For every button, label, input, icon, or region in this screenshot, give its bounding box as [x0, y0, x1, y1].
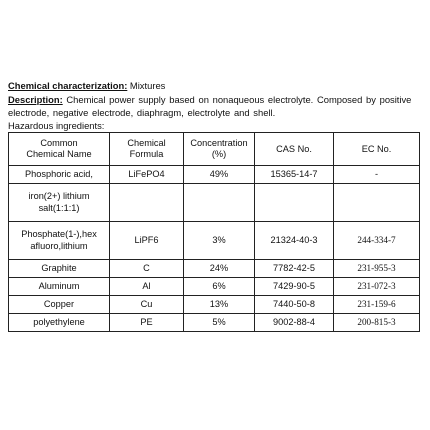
cell-formula: LiFePO4 [110, 166, 184, 184]
header-common-name [9, 133, 110, 166]
cell-formula: Al [110, 278, 184, 296]
table-row [9, 314, 420, 332]
header-concentration [184, 133, 255, 166]
cell-ec: 244-334-7 [334, 222, 420, 260]
cell-ec: 231-072-3 [334, 278, 420, 296]
cell-cas [255, 184, 334, 222]
document-section [8, 80, 426, 332]
header-ec: EC No. [334, 133, 420, 166]
cell-name-line: afluoro,lithium [30, 240, 88, 251]
table-row [9, 166, 420, 184]
table-row [9, 260, 420, 278]
cell-concentration: 49% [184, 166, 255, 184]
cell-name: Aluminum [9, 278, 110, 296]
header-text: (%) [211, 149, 227, 160]
header-cas: CAS No. [255, 133, 334, 166]
cell-formula: Cu [110, 296, 184, 314]
header-formula [110, 133, 184, 166]
cell-ec: - [334, 166, 420, 184]
header-text: Chemical Name [26, 149, 92, 160]
cell-cas: 15365-14-7 [255, 166, 334, 184]
characterization-label: Chemical characterization: [8, 80, 128, 91]
cell-cas: 7782-42-5 [255, 260, 334, 278]
cell-formula [110, 184, 184, 222]
cell-name: Copper [9, 296, 110, 314]
hazardous-heading: Hazardous ingredients: [8, 119, 105, 131]
cell-name: polyethylene [9, 314, 110, 332]
header-text: Concentration [190, 137, 248, 148]
description-label: Description: [8, 93, 63, 105]
cell-concentration [184, 184, 255, 222]
table-row [9, 278, 420, 296]
description-paragraph [8, 93, 426, 120]
characterization-line [8, 80, 426, 93]
cell-concentration: 13% [184, 296, 255, 314]
cell-formula: PE [110, 314, 184, 332]
cell-formula: C [110, 260, 184, 278]
cell-ec [334, 184, 420, 222]
description-text: Chemical power supply based on nonaqueous electrolyte. Composed by positive electrode, negative electrode, diaphragm, electrolyte and shell. [8, 93, 412, 119]
cell-concentration: 24% [184, 260, 255, 278]
table-row [9, 222, 420, 260]
cell-name-line: salt(1:1:1) [38, 202, 80, 213]
cell-cas: 21324-40-3 [255, 222, 334, 260]
header-text: Common [40, 137, 78, 148]
cell-ec: 231-955-3 [334, 260, 420, 278]
cell-name [9, 184, 110, 222]
cell-ec: 231-159-6 [334, 296, 420, 314]
cell-name-line: iron(2+) lithium [28, 191, 90, 202]
cell-name: Phosphoric acid, [9, 166, 110, 184]
header-text: Chemical [127, 137, 166, 148]
characterization-value: Mixtures [127, 80, 166, 91]
table-row [9, 296, 420, 314]
cell-concentration: 5% [184, 314, 255, 332]
cell-formula: LiPF6 [110, 222, 184, 260]
cell-name: Graphite [9, 260, 110, 278]
cell-cas: 9002-88-4 [255, 314, 334, 332]
cell-concentration: 6% [184, 278, 255, 296]
cell-name-line: Phosphate(1-),hex [21, 229, 97, 240]
cell-cas: 7429-90-5 [255, 278, 334, 296]
table-row [9, 184, 420, 222]
header-text: Formula [129, 149, 164, 160]
cell-ec: 200-815-3 [334, 314, 420, 332]
ingredients-table [8, 132, 420, 332]
cell-name [9, 222, 110, 260]
cell-cas: 7440-50-8 [255, 296, 334, 314]
cell-concentration: 3% [184, 222, 255, 260]
table-header-row [9, 133, 420, 166]
